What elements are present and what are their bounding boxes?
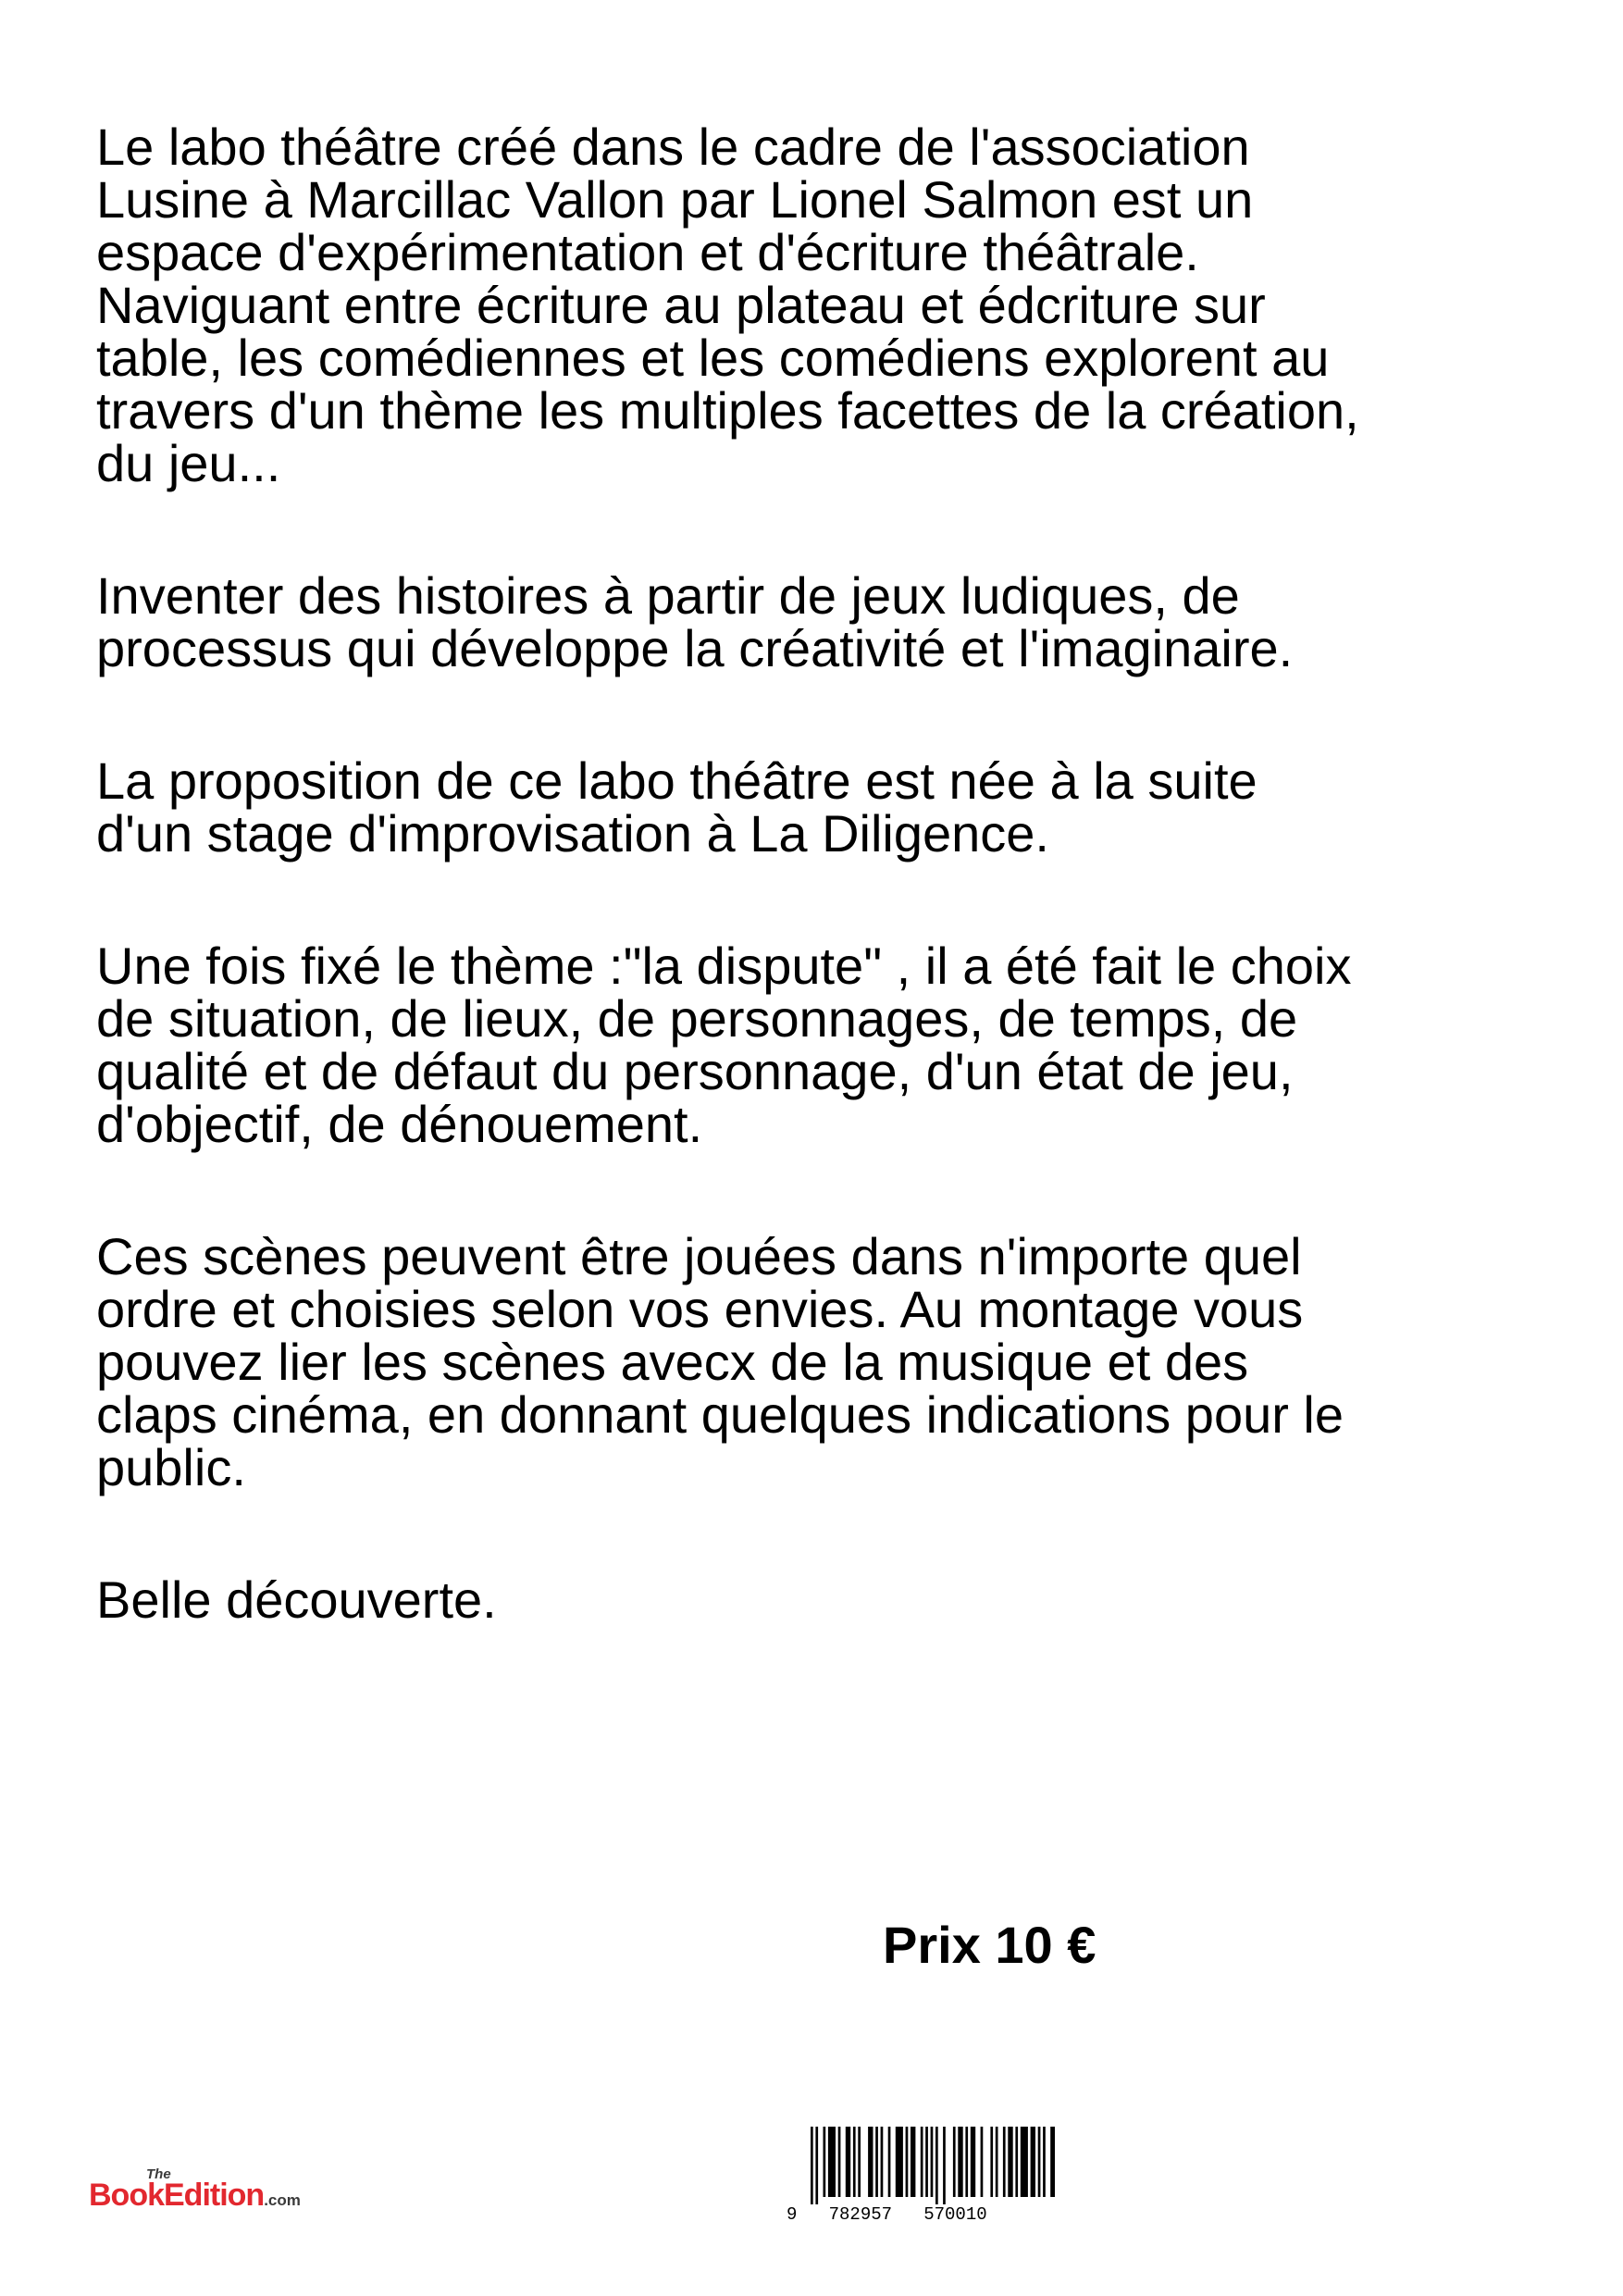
barcode-bar (953, 2127, 956, 2197)
barcode-bar (811, 2127, 813, 2204)
text-line: ordre et choisies selon vos envies. Au montage vous (96, 1280, 1304, 1338)
barcode-bar (868, 2127, 873, 2197)
barcode-bar (828, 2127, 836, 2197)
text-line: Ces scènes peuvent être jouées dans n'importe quel (96, 1227, 1302, 1285)
barcode-bar (1003, 2127, 1006, 2197)
barcode-bar (935, 2127, 938, 2204)
logo-suffix-text: .com (264, 2191, 301, 2209)
logo-wordmark (89, 2177, 301, 2219)
barcode-bar (996, 2127, 998, 2197)
logo-name-text: BookEdition (89, 2178, 265, 2213)
barcode-bar (911, 2127, 915, 2197)
barcode-bar (1038, 2127, 1041, 2197)
text-line: Naviguant entre écriture au plateau et édcriture sur (96, 276, 1266, 334)
barcode-bar (921, 2127, 923, 2197)
blurb-paragraph (96, 566, 1577, 677)
barcode-bar (971, 2127, 975, 2197)
barcode-bar (881, 2127, 884, 2197)
text-line: La proposition de ce labo théâtre est née à la suite (96, 751, 1258, 810)
text-line: espace d'expérimentation et d'écriture théâtrale. (96, 223, 1199, 281)
barcode-bar (853, 2127, 856, 2197)
barcode-bar (858, 2127, 861, 2197)
logo-the-text: The (146, 2166, 171, 2182)
barcode-bar (981, 2127, 984, 2197)
text-line: public. (96, 1438, 246, 1496)
text-line: table, les comédiennes et les comédiens explorent au (96, 329, 1330, 387)
barcode-bar (888, 2127, 891, 2197)
barcode-bar (965, 2127, 968, 2197)
text-line: du jeu... (96, 434, 281, 492)
text-line: Lusine à Marcillac Vallon par Lionel Salmon est un (96, 170, 1254, 229)
barcode-bar (896, 2127, 903, 2197)
text-line: de situation, de lieux, de personnages, de temps, de (96, 989, 1298, 1048)
barcode-bar (824, 2127, 826, 2197)
bookedition-logo (89, 2167, 366, 2223)
text-line: d'objectif, de dénouement. (96, 1095, 703, 1153)
barcode-bar (906, 2127, 909, 2197)
text-line: Le labo théâtre créé dans le cadre de l'association (96, 118, 1250, 176)
text-line: pouvez lier les scènes avecx de la musique et des (96, 1333, 1249, 1391)
text-line: processus qui développe la créativité et l'imaginaire. (96, 619, 1294, 677)
barcode (787, 2127, 1055, 2228)
barcode-digits: 9 782957 570010 (787, 2204, 987, 2225)
text-line: d'un stage d'improvisation à La Diligence. (96, 804, 1049, 863)
barcode-bar (925, 2127, 928, 2197)
text-line: Belle découverte. (96, 1570, 497, 1629)
barcode-bar (815, 2127, 818, 2204)
barcode-bar (1043, 2127, 1046, 2197)
barcode-bar (958, 2127, 962, 2197)
barcode-bar (1021, 2127, 1028, 2197)
barcode-bar (1031, 2127, 1035, 2197)
barcode-bar (1008, 2127, 1012, 2197)
text-line: travers d'un thème les multiples facettes de la création, (96, 381, 1359, 440)
text-line: Une fois fixé le thème :"la dispute" , il a été fait le choix (96, 937, 1352, 995)
barcode-bar (846, 2127, 850, 2197)
blurb-paragraph (96, 1570, 1577, 1629)
text-line: Inventer des histoires à partir de jeux ludiques, de (96, 566, 1240, 625)
barcode-bar (1015, 2127, 1018, 2197)
price-label: Prix 10 € (883, 1916, 1096, 1974)
barcode-bar (931, 2127, 934, 2197)
blurb-paragraph (96, 120, 1577, 490)
barcode-bar (943, 2127, 946, 2204)
text-line: qualité et de défaut du personnage, d'un état de jeu, (96, 1042, 1294, 1100)
text-line: claps cinéma, en donnant quelques indications pour le (96, 1385, 1344, 1444)
barcode-bar (875, 2127, 878, 2197)
barcode-bar (1050, 2127, 1055, 2197)
barcode-bars (787, 2127, 1055, 2204)
barcode-bar (990, 2127, 993, 2197)
barcode-bar (838, 2127, 841, 2197)
blurb-text (96, 120, 1577, 1706)
blurb-paragraph (96, 751, 1577, 863)
blurb-paragraph (96, 937, 1577, 1153)
blurb-paragraph (96, 1227, 1577, 1496)
